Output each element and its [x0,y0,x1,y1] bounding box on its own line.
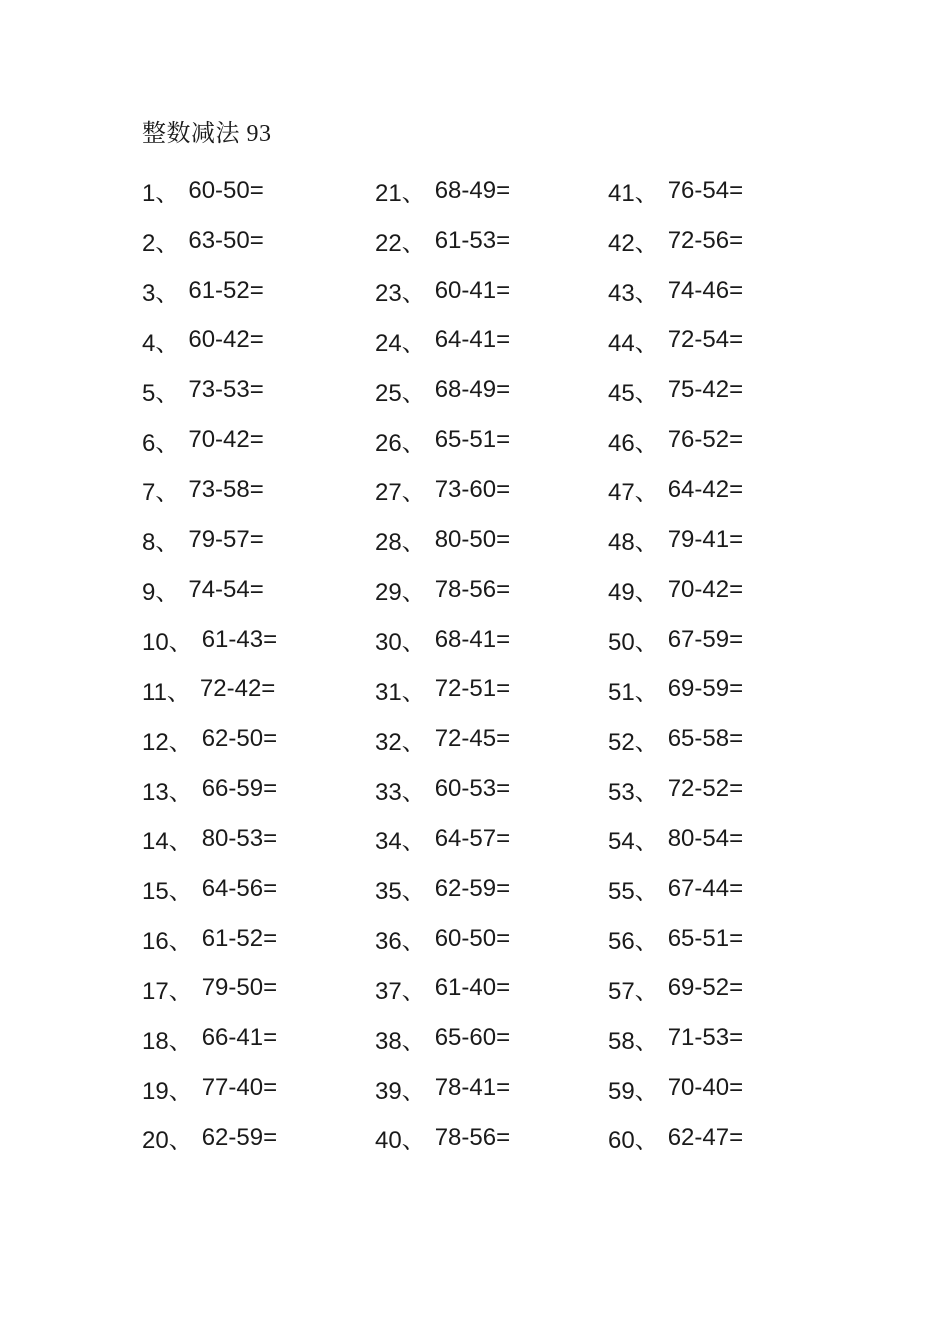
problem-expression: 65-51= [667,924,744,952]
problem-number: 46、 [608,429,659,457]
problem-number: 19、 [142,1077,193,1105]
problem-number: 51、 [608,678,659,706]
problem-expression: 64-57= [434,824,511,852]
problem-number: 17、 [142,977,193,1005]
problem-item [375,1013,608,1063]
problem-item [608,1113,848,1163]
problem-number: 3、 [142,280,180,308]
problem-expression: 61-43= [201,625,278,653]
problem-number: 55、 [608,878,659,906]
problem-number: 15、 [142,878,193,906]
problem-item [608,316,848,366]
problem-expression: 62-50= [201,725,278,753]
problem-item [142,714,375,764]
problem-expression: 71-53= [667,1024,744,1052]
problem-item [142,814,375,864]
problem-number: 5、 [142,379,180,407]
problem-expression: 70-40= [667,1074,744,1102]
problem-item [375,316,608,366]
problem-number: 6、 [142,429,180,457]
problem-expression: 72-42= [199,675,276,703]
problem-item [142,216,375,266]
problem-number: 40、 [375,1127,426,1155]
problem-number: 10、 [142,629,193,657]
problem-number: 14、 [142,828,193,856]
problem-number: 27、 [375,479,426,507]
problem-expression: 66-41= [201,1024,278,1052]
problem-item [375,664,608,714]
problem-number: 26、 [375,429,426,457]
problem-number: 7、 [142,479,180,507]
problem-item [375,714,608,764]
problem-expression: 80-50= [434,525,511,553]
problem-expression: 72-56= [667,226,744,254]
problem-number: 28、 [375,529,426,557]
problem-expression: 68-41= [434,625,511,653]
problem-expression: 80-54= [667,824,744,852]
problem-item [375,415,608,465]
problem-expression: 75-42= [667,376,744,404]
problem-item [142,266,375,316]
problem-item [142,166,375,216]
problem-expression: 64-56= [201,874,278,902]
problem-expression: 70-42= [188,426,264,454]
problem-item [608,166,848,216]
problem-expression: 74-54= [188,575,264,603]
problem-item [375,266,608,316]
problem-item [608,664,848,714]
problem-expression: 60-50= [434,924,511,952]
problem-expression: 74-46= [667,276,744,304]
problem-item [608,814,848,864]
problem-item [142,415,375,465]
problem-item [142,316,375,366]
problem-expression: 73-60= [434,475,511,503]
problem-number: 20、 [142,1127,193,1155]
problem-item [608,565,848,615]
problem-item [375,565,608,615]
problem-expression: 72-52= [667,775,744,803]
problem-expression: 78-56= [434,1123,511,1151]
problem-item [608,1013,848,1063]
problem-item [375,764,608,814]
problem-expression: 79-50= [201,974,278,1002]
problem-expression: 72-45= [434,725,511,753]
problem-item [142,664,375,714]
problem-expression: 69-59= [667,675,744,703]
problem-number: 23、 [375,280,426,308]
problem-number: 16、 [142,928,193,956]
problem-item [608,1063,848,1113]
problem-expression: 76-52= [667,426,744,454]
problem-expression: 63-50= [188,226,264,254]
problem-number: 13、 [142,778,193,806]
problem-expression: 79-41= [667,525,744,553]
problems-grid [142,166,848,1163]
problem-number: 22、 [375,230,426,258]
problem-number: 50、 [608,629,659,657]
problem-number: 18、 [142,1027,193,1055]
problem-item [375,615,608,665]
problem-item [608,764,848,814]
problem-expression: 73-58= [188,475,264,503]
problem-item [142,914,375,964]
problem-number: 45、 [608,379,659,407]
problem-number: 36、 [375,928,426,956]
problem-expression: 69-52= [667,974,744,1002]
problem-number: 39、 [375,1077,426,1105]
problem-expression: 61-53= [434,226,511,254]
problem-item [375,864,608,914]
problem-item [375,166,608,216]
problem-number: 8、 [142,529,180,557]
problem-item [375,914,608,964]
problem-expression: 61-52= [188,276,264,304]
problem-number: 11、 [142,678,191,706]
problem-item [142,1013,375,1063]
problem-item [375,465,608,515]
problem-item [375,216,608,266]
problem-expression: 68-49= [434,176,511,204]
problem-item [608,266,848,316]
problem-item [608,365,848,415]
problem-expression: 70-42= [667,575,744,603]
problem-expression: 66-59= [201,775,278,803]
problem-expression: 79-57= [188,525,264,553]
problem-item [375,365,608,415]
problem-expression: 65-51= [434,426,511,454]
problem-item [608,964,848,1014]
problem-item [142,565,375,615]
page-title: 整数减法 93 [142,121,272,147]
problem-item [375,814,608,864]
problem-expression: 72-51= [434,675,511,703]
problem-item [142,365,375,415]
problem-expression: 80-53= [201,824,278,852]
problem-item [608,714,848,764]
problem-item [375,1113,608,1163]
problem-number: 9、 [142,579,180,607]
problem-number: 29、 [375,579,426,607]
problem-number: 31、 [375,678,426,706]
problem-number: 34、 [375,828,426,856]
problem-item [142,1113,375,1163]
problem-number: 59、 [608,1077,659,1105]
problem-item [142,864,375,914]
problem-item [142,515,375,565]
problem-expression: 68-49= [434,376,511,404]
problem-item [608,914,848,964]
problem-expression: 67-59= [667,625,744,653]
problem-number: 47、 [608,479,659,507]
problem-expression: 64-41= [434,326,511,354]
problem-number: 38、 [375,1027,426,1055]
problem-number: 56、 [608,928,659,956]
problem-item [608,415,848,465]
problem-number: 32、 [375,728,426,756]
problem-item [142,1063,375,1113]
problem-number: 1、 [142,180,180,208]
problem-number: 60、 [608,1127,659,1155]
problem-number: 33、 [375,778,426,806]
problem-expression: 77-40= [201,1074,278,1102]
problem-number: 52、 [608,728,659,756]
problem-item [142,615,375,665]
problem-number: 57、 [608,977,659,1005]
problem-expression: 61-52= [201,924,278,952]
problem-number: 30、 [375,629,426,657]
problem-item [608,465,848,515]
problem-item [375,515,608,565]
problem-number: 42、 [608,230,659,258]
problem-number: 44、 [608,329,659,357]
problem-item [608,864,848,914]
problem-number: 35、 [375,878,426,906]
problem-number: 54、 [608,828,659,856]
problem-expression: 61-40= [434,974,511,1002]
problem-expression: 60-50= [188,176,264,204]
problem-item [142,465,375,515]
problem-item [142,964,375,1014]
problem-number: 48、 [608,529,659,557]
problem-expression: 62-59= [201,1123,278,1151]
problem-item [608,515,848,565]
problem-number: 41、 [608,180,659,208]
problem-number: 21、 [375,180,426,208]
problem-number: 43、 [608,280,659,308]
problem-number: 4、 [142,329,180,357]
problem-expression: 65-58= [667,725,744,753]
problem-expression: 60-42= [188,326,264,354]
problem-expression: 65-60= [434,1024,511,1052]
problem-expression: 62-47= [667,1123,744,1151]
problem-expression: 78-56= [434,575,511,603]
problem-expression: 60-41= [434,276,511,304]
problem-expression: 64-42= [667,475,744,503]
problem-expression: 62-59= [434,874,511,902]
problem-number: 58、 [608,1027,659,1055]
problem-item [608,216,848,266]
problem-number: 12、 [142,728,193,756]
problem-number: 25、 [375,379,426,407]
problem-expression: 67-44= [667,874,744,902]
problem-expression: 76-54= [667,176,744,204]
problem-expression: 73-53= [188,376,264,404]
problem-expression: 60-53= [434,775,511,803]
problem-number: 37、 [375,977,426,1005]
problem-item [608,615,848,665]
problem-number: 53、 [608,778,659,806]
problem-item [142,764,375,814]
problem-number: 49、 [608,579,659,607]
problem-item [375,1063,608,1113]
problem-number: 2、 [142,230,180,258]
problem-expression: 72-54= [667,326,744,354]
problem-number: 24、 [375,329,426,357]
problem-expression: 78-41= [434,1074,511,1102]
problem-item [375,964,608,1014]
